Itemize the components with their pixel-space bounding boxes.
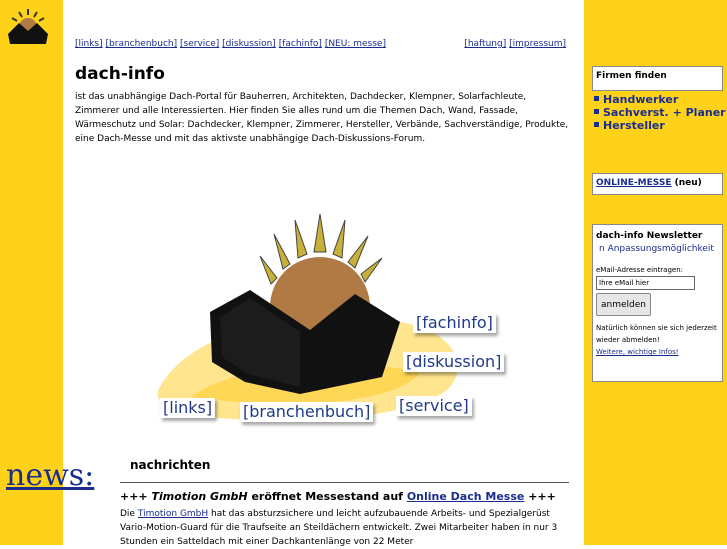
news-headline [120,490,556,503]
firmen-finden-list [594,93,726,132]
firmen-item-label: Sachverst. + Planer [603,106,726,119]
newsletter-box [592,224,723,382]
top-nav-main [75,39,386,49]
nav-link-branchenbuch[interactable]: [branchenbuch] [105,39,178,49]
firmen-finden-box [592,66,723,91]
news-body [120,507,570,549]
online-messe-link[interactable]: ONLINE-MESSE [596,178,672,188]
bullet-square-icon [594,96,599,101]
nav-link-links[interactable]: [links] [75,39,103,49]
hero-link-service[interactable]: [service] [396,396,472,416]
news-body-text: hat das absturzsichere und leicht aufzubauende Arbeits- und Spezialgerüst Vario-Motion-Guard für die Traufseite an Steildächern entwickelt. Zwei Mitarbeiter haben in nur 3 Stunden ein Satteldach mit einer Dachkantenlänge von 22 Meter [120,509,558,547]
nav-link-impressum[interactable]: [impressum] [509,39,566,49]
page-title: dach-info [75,64,165,84]
headline-prefix: +++ [120,490,148,503]
bullet-square-icon [594,109,599,114]
intro-text: ist das unabhängige Dach-Portal für Bauherren, Architekten, Dachdecker, Klempner, Solarfachleute, Zimmerer und alle Interessierten. Hier finden Sie alles rund um die Themen Dach, Wand, Fassade, Wärmeschutz und Solar: Dachdecker, Klempner, Zimmerer, Hersteller, Verbände, Sachverständige, Produkte, eine Dach-Messe und mit das aktivste unabhängige Dach-Diskussions-Forum. [75,92,569,144]
online-messe-new-badge: (neu) [674,178,702,188]
online-messe-box [592,173,723,195]
firmen-item-hersteller[interactable] [594,119,726,132]
newsletter-ticker: n Anpassungsmöglichkeit [599,244,714,254]
firmen-item-sachverstaendige[interactable] [594,106,726,119]
hero-link-diskussion[interactable]: [diskussion] [403,352,504,372]
hero-link-fachinfo[interactable]: [fachinfo] [413,313,496,333]
news-body-prefix: Die [120,509,135,519]
firmen-item-label: Handwerker [603,93,679,106]
newsletter-title: dach-info Newsletter [596,231,703,241]
hero-image-map [150,212,510,432]
news-side-label[interactable]: news: [6,458,95,493]
headline-mid: eröffnet Messestand auf [251,490,403,503]
hero-link-links[interactable]: [links] [160,398,215,418]
nav-link-service[interactable]: [service] [180,39,220,49]
firmen-finden-title: Firmen finden [596,71,667,81]
news-divider [120,482,569,483]
dach-info-logo-icon[interactable] [5,7,51,47]
newsletter-note [593,316,722,358]
nav-link-haftung[interactable]: [haftung] [464,39,507,49]
newsletter-email-label: eMail-Adresse eintragen: [596,266,684,274]
firmen-item-label: Hersteller [603,119,665,132]
firmen-item-handwerker[interactable] [594,93,726,106]
news-heading: nachrichten [130,458,211,472]
bullet-square-icon [594,122,599,127]
newsletter-unsubscribe-note: Natürlich können sie sich jederzeit wieder abmelden! [596,324,717,344]
nav-link-fachinfo[interactable]: [fachinfo] [278,39,322,49]
headline-suffix: +++ [528,490,556,503]
newsletter-more-info-link[interactable]: Weitere, wichtige Infos! [596,348,679,356]
hero-link-branchenbuch[interactable]: [branchenbuch] [240,402,373,422]
news-company-link[interactable]: Timotion GmbH [137,509,209,519]
headline-company: Timotion GmbH [151,490,248,503]
nav-link-messe[interactable]: [NEU: messe] [324,39,386,49]
newsletter-email-input[interactable] [596,276,695,290]
top-nav-legal [464,39,566,49]
newsletter-subscribe-button[interactable]: anmelden [596,293,651,316]
headline-messe-link[interactable]: Online Dach Messe [406,490,525,503]
nav-link-diskussion[interactable]: [diskussion] [222,39,276,49]
